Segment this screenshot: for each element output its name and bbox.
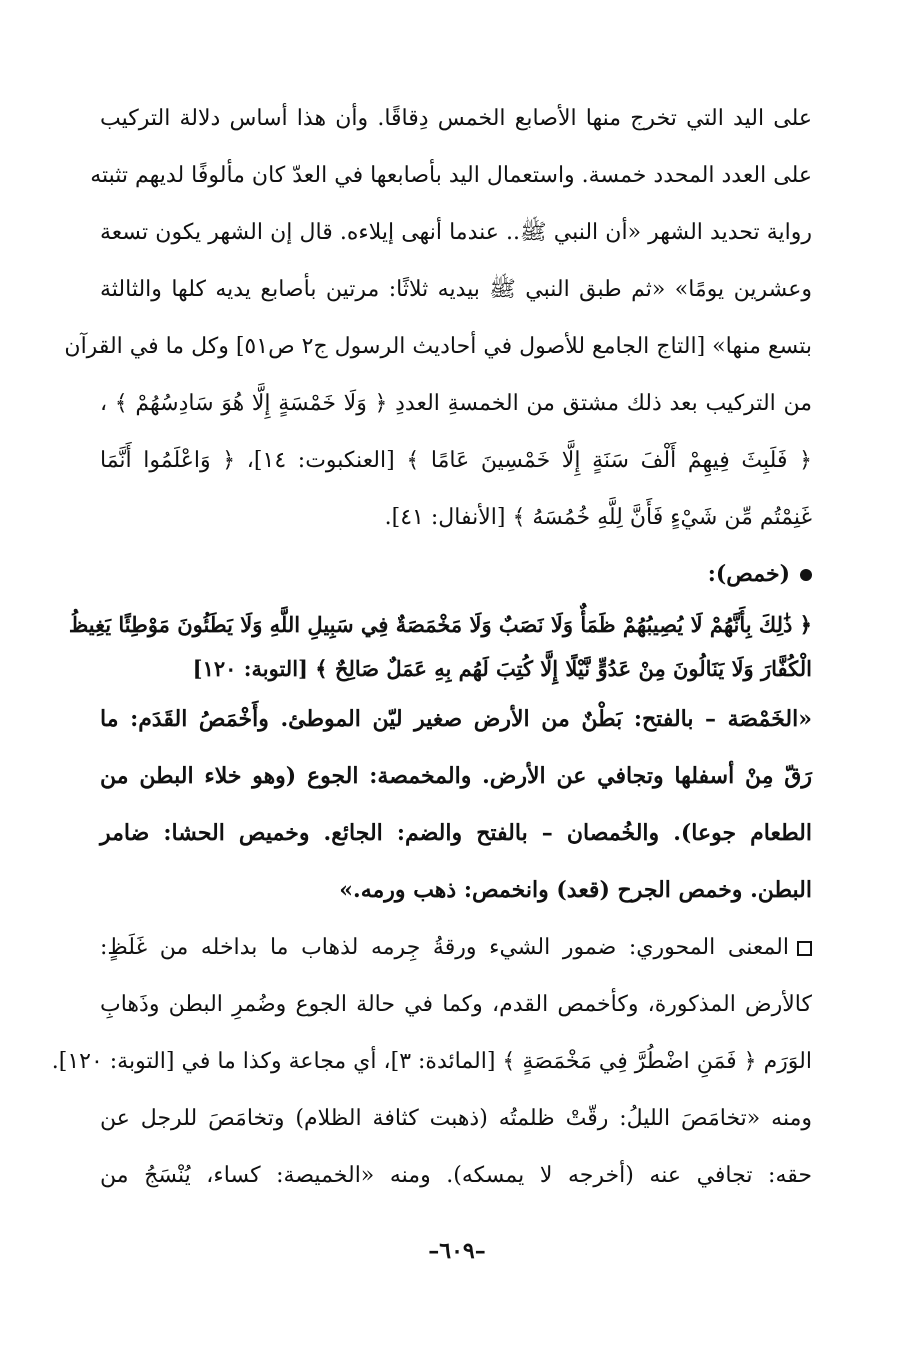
text-line: وعشرين يومًا» «ثم طبق النبي ﷺ بيديه ثلاثًا: مرتين بأصابع يديه كلها والثالثة xyxy=(100,277,812,302)
text-line: بتسع منها» [التاج الجامع للأصول في أحاديث الرسول ج٢ ص٥١] وكل ما في القرآن xyxy=(64,334,812,359)
entry-heading xyxy=(100,546,812,603)
text-line: من التركيب بعد ذلك مشتق من الخمسةِ العددِ ﴿ وَلَا خَمْسَةٍ إِلَّا هُوَ سَادِسُهُمْ ﴾ ، xyxy=(100,391,812,416)
meaning-line: الوَرَم ﴿ فَمَنِ اضْطُرَّ فِي مَخْمَصَةٍ ﴾ [المائدة: ٣]، أي مجاعة وكذا ما في [التوبة: ١٢٠]. xyxy=(51,1049,812,1074)
text-line: رواية تحديد الشهر «أن النبي ﷺ.. عندما أنهى إيلاءه. قال إن الشهر يكون تسعة xyxy=(100,220,812,245)
quran-verse-line: الْكُفَّارَ وَلَا يَنَالُونَ مِنْ عَدُوٍّ نَّيْلًا إِلَّا كُتِبَ لَهُم بِهِ عَمَلٌ صَالِحٌ ﴾ [التوبة: ١٢٠] xyxy=(192,656,812,681)
meaning-line: حقه: تجافي عنه (أخرجه لا يمسكه). ومنه «الخميصة: كساء، يُنْسَجُ من xyxy=(100,1163,812,1188)
meaning-line: ومنه «تخامَصَ الليلُ: رقّتْ ظلمتُه (ذهبت كثافة الظلام) وتخامَصَ للرجل عن xyxy=(100,1106,812,1131)
meaning-line: كالأرض المذكورة، وكأخمص القدم، وكما في حالة الجوع وضُمرِ البطن وذَهابِ xyxy=(100,992,812,1017)
definition-line: رَقّ مِنْ أسفلها وتجافي عن الأرض. والمخمصة: الجوع (وهو خلاء البطن من xyxy=(100,763,812,789)
quran-verse-line: ﴿ ذَٰلِكَ بِأَنَّهُمْ لَا يُصِيبُهُمْ ظَمَأٌ وَلَا نَصَبٌ وَلَا مَخْمَصَةٌ فِي سَبِيلِ اللَّهِ وَلَا يَطَئُونَ مَوْطِئًا يَغِيظُ xyxy=(68,612,812,637)
meaning-line-text: المعنى المحوري: ضمور الشيء ورقةُ جِرمه لذهاب ما بداخله من غَلَظٍ: xyxy=(100,935,789,960)
text-line: غَنِمْتُم مِّن شَيْءٍ فَأَنَّ لِلَّهِ خُمُسَهُ ﴾ [الأنفال: ٤١]. xyxy=(384,505,812,530)
meaning-line xyxy=(100,919,812,976)
square-icon xyxy=(797,941,812,956)
page-number: –٦٠٩– xyxy=(428,1238,486,1264)
text-line: على العدد المحدد خمسة. واستعمال اليد بأصابعها في العدّ كان مألوفًا لديهم تثبته xyxy=(90,163,812,188)
bullet-icon xyxy=(800,569,812,581)
definition-line: الطعام جوعا). والخُمصان – بالفتح والضم: الجائع. وخميص الحشا: ضامر xyxy=(100,820,812,846)
entry-heading-label: (خمص): xyxy=(707,561,790,587)
definition-line: «الخَمْصَة – بالفتح: بَطْنٌ من الأرض صغير ليّن الموطئ. وأَخْمَصُ القَدَم: ما xyxy=(100,706,812,732)
body-text xyxy=(51,90,812,1204)
definition-line: البطن. وخمص الجرح (قعد) وانخمص: ذهب ورمه.» xyxy=(339,877,812,903)
text-line: ﴿ فَلَبِثَ فِيهِمْ أَلْفَ سَنَةٍ إِلَّا خَمْسِينَ عَامًا ﴾ [العنكبوت: ١٤]، ﴿ وَاعْلَمُوا أَنَّمَا xyxy=(100,448,812,473)
text-line: على اليد التي تخرج منها الأصابع الخمس دِقاقًا. وأن هذا أساس دلالة التركيب xyxy=(100,106,812,131)
